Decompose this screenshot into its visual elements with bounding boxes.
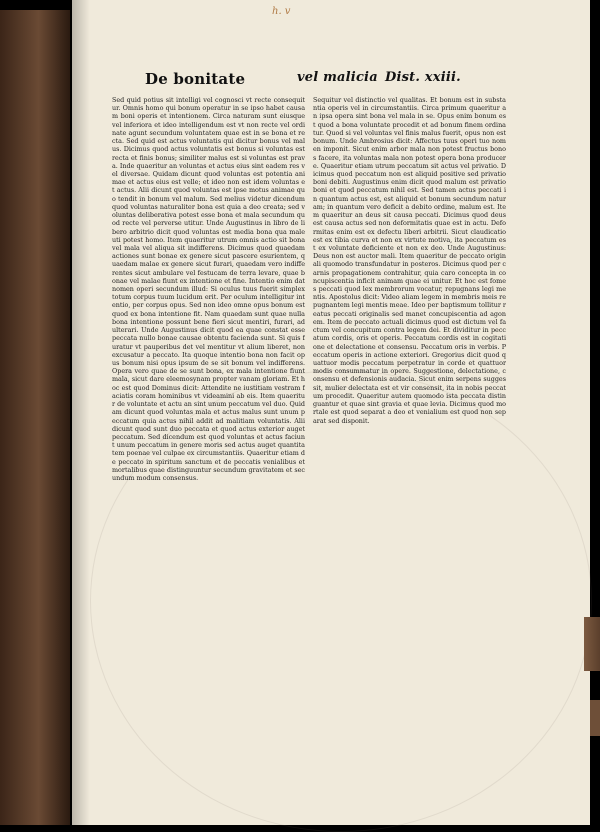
running-head-middle: vel malicia bbox=[297, 70, 378, 85]
text-column-left-body: Sed quid potius sit intelligi vel cognosci vt recte consequitur. Omnis homo qui bonum operatur in se ipso habet causam boni operis et intentionem. Circa naturam sunt eiusque vel inferiora et ideo intelligendum est vt non recte vel ordinate agunt secundum voluntatem quae est in se bona et recta. Sed quid est actus voluntatis qui dicitur bonus vel malus. Dicimus quod actus voluntatis est bonus si voluntas est recta et finis bonus; similiter malus est si voluntas est prava. Inde quaeritur an voluntas et actus eius sint eadem res vel diversae. Quidam dicunt quod voluntas est potentia animae et actus eius est velle; et ideo non est idem voluntas et actus. Alii dicunt quod voluntas est ipse motus animae quo tendit in bonum vel malum. Sed melius videtur dicendum quod voluntas naturaliter bona est quia a deo creata; sed voluntas deliberativa potest esse bona et mala secundum quod recte vel perverse utitur. Unde Augustinus in libro de libero arbitrio dicit quod voluntas est media bona qua male uti potest homo. Item quaeritur utrum omnis actio sit bona vel mala vel aliqua sit indifferens. Dicimus quod quaedam actiones sunt bonae ex genere sicut pascere esurientem, quaedam malae ex genere sicut furari, quaedam vero indifferentes sicut ambulare vel festucam de terra levare, quae bonae vel malae fiunt ex intentione et fine. Intentio enim dat nomen operi secundum illud: Si oculus tuus fuerit simplex totum corpus tuum lucidum erit. Per oculum intelligitur intentio, per corpus opus. Sed non ideo omne opus bonum est quod ex bona intentione fit. Nam quaedam sunt quae nulla bona intentione possunt bene fieri sicut mentiri, furari, adulterari. Unde Augustinus dicit quod ea quae constat esse peccata nullo bonae causae obtentu facienda sunt. Si quis furatur vt pauperibus det vel mentitur vt alium liberet, non excusatur a peccato. Ita quoque intentio bona non facit opus bonum nisi opus ipsum de se sit bonum vel indifferens. Opera vero quae de se sunt bona, ex mala intentione fiunt mala, sicut dare eleemosynam propter vanam gloriam. Et hoc est quod Dominus dicit: Attendite ne iustitiam vestram faciatis coram hominibus vt videamini ab eis. Item quaeritur de voluntate et actu an sint unum peccatum vel duo. Quidam dicunt quod voluntas mala et actus malus sunt unum peccatum quia actus nihil addit ad malitiam voluntatis. Alii dicunt quod sunt duo peccata et quod actus exterior auget peccatum. Sed dicendum est quod voluntas et actus faciunt unum peccatum in genere moris sed actus auget quantitatem poenae vel culpae ex circumstantiis. Quaeritur etiam de peccato in spiritum sanctum et de peccatis venialibus et mortalibus quae distinguuntur secundum gravitatem et secundum modum consensus. bbox=[112, 96, 305, 483]
text-column-right bbox=[313, 96, 506, 780]
text-column-left bbox=[112, 96, 305, 776]
bookmark-tab bbox=[584, 617, 600, 671]
book-binding bbox=[0, 10, 70, 825]
folio-mark: h. v bbox=[272, 6, 291, 17]
bookmark-tab-lower bbox=[590, 700, 600, 736]
running-head-left: De bonitate bbox=[145, 70, 246, 88]
text-column-right-body: Sequitur vel distinctio vel qualitas. Et bonum est in substantia operis vel in circumstantiis. Circa primum quaeritur an ipsa opera sint bona vel mala in se. Opus enim bonum est quod a bona voluntate procedit et ad bonum finem ordinatur. Quod si vel voluntas vel finis malus fuerit, opus non est bonum. Unde Ambrosius dicit: Affectus tuus operi tuo nomen imponit. Sicut enim arbor mala non potest fructus bonos facere, ita voluntas mala non potest opera bona producere. Quaeritur etiam utrum peccatum sit actus vel privatio. Dicimus quod peccatum non est aliquid positive sed privatio boni debiti. Augustinus enim dicit quod malum est privatio boni et quod peccatum nihil est. Sed tamen actus peccati in quantum actus est, est aliquid et bonum secundum naturam; in quantum vero deficit a debito ordine, malum est. Item quaeritur an deus sit causa peccati. Dicimus quod deus est causa actus sed non deformitatis quae est in actu. Deformitas enim est ex defectu liberi arbitrii. Sicut claudicatio est ex tibia curva et non ex virtute motiva, ita peccatum est ex voluntate deficiente et non ex deo. Unde Augustinus: Deus non est auctor mali. Item quaeritur de peccato originali quomodo transfundatur in posteros. Dicimus quod per carnis propagationem contrahitur, quia caro concepta in concupiscentia inficit animam quae ei unitur. Et hoc est fomes peccati quod lex membrorum vocatur, repugnans legi mentis. Apostolus dicit: Video aliam legem in membris meis repugnantem legi mentis meae. Ideo per baptismum tollitur reatus peccati originalis sed manet concupiscentia ad agonem. Item de peccato actuali dicimus quod est dictum vel factum vel concupitum contra legem dei. Et dividitur in peccatum cordis, oris et operis. Peccatum cordis est in cogitatione et delectatione et consensu. Peccatum oris in verbis. Peccatum operis in actione exteriori. Gregorius dicit quod quattuor modis peccatum perpetratur in corde et quattuor modis consummatur in opere. Suggestione, delectatione, consensu et defensionis audacia. Sicut enim serpens suggessit, mulier delectata est et vir consensit, ita in nobis peccatum procedit. Quaeritur autem quomodo ista peccata distinguantur et quae sint gravia et quae levia. Dicimus quod mortale est quod separat a deo et venialium est quod non separat sed disponit. bbox=[313, 96, 506, 425]
running-head-right: Dist. xxiii. bbox=[385, 70, 461, 85]
